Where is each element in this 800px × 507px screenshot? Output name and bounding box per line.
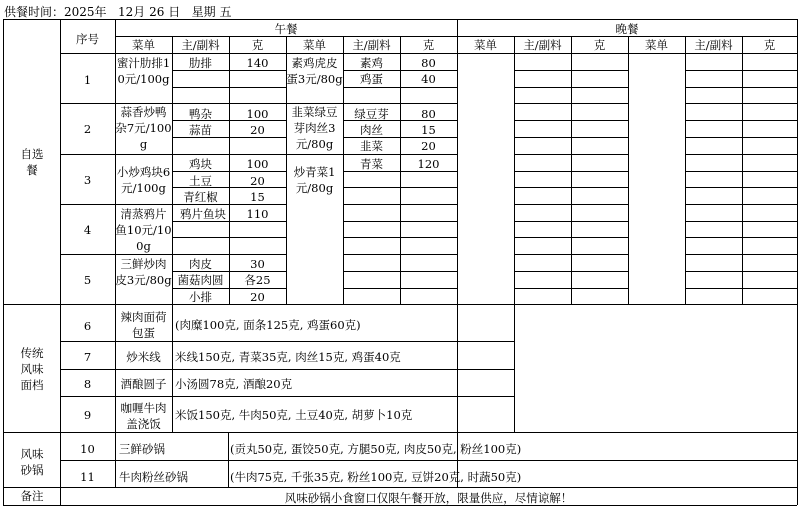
col-ing-2: 主/副料 (352, 38, 391, 52)
lunch2-1-ing-1: 素鸡 (360, 56, 383, 70)
grid-hline (343, 103, 457, 104)
row-2-gram-2: 20 (250, 123, 265, 137)
col-dish-2: 菜单 (303, 38, 326, 52)
row-8-dish: 酒酿圆子 (120, 377, 167, 391)
grid-hline (60, 396, 514, 397)
grid-vline (685, 36, 686, 304)
grid-hline (172, 87, 286, 88)
grid-vline (514, 304, 515, 432)
grid-vline (628, 36, 629, 304)
grid-hline (343, 254, 457, 255)
row-5-ing-1: 肉皮 (189, 257, 212, 271)
lunch2-1-ing-2: 鸡蛋 (360, 72, 383, 86)
row-2-ing-1: 鸭杂 (189, 107, 212, 121)
grid-hline (514, 103, 628, 104)
grid-hline (514, 204, 628, 205)
lunch2-2-dish: 韭菜绿豆芽肉丝3元/80g (291, 105, 338, 151)
grid-hline (343, 204, 457, 205)
row-9-no: 9 (83, 408, 92, 422)
grid-hline (514, 288, 628, 289)
grid-hline (685, 154, 797, 155)
grid-hline (514, 70, 628, 71)
grid-hline (172, 237, 286, 238)
grid-hline (343, 187, 457, 188)
grid-hline (514, 221, 628, 222)
lunch2-2-ing-3: 韭菜 (360, 139, 383, 153)
grid-hline (343, 271, 457, 272)
col-gram-2: 克 (422, 38, 435, 52)
lunch2-3-ing-1: 青菜 (360, 157, 383, 171)
row-2-ing-2: 蒜苗 (189, 123, 212, 137)
grid-vline (742, 36, 743, 304)
row-3-gram-2: 20 (250, 174, 265, 188)
grid-hline (60, 103, 286, 104)
row-1-dish: 蜜汁肋排10元/100g (116, 56, 171, 86)
row-9-desc: 米饭150克, 牛肉50克, 土豆40克, 胡萝卜10克 (175, 408, 413, 422)
row-3-gram-3: 15 (250, 190, 265, 204)
lunch2-3-gram-1: 120 (417, 157, 440, 171)
col-gram-1: 克 (251, 38, 264, 52)
row-5-no: 5 (83, 273, 92, 287)
grid-hline (286, 154, 343, 155)
row-10-desc: (贡丸50克, 蛋饺50克, 方腿50克, 肉皮50克, 粉丝100克) (230, 442, 522, 456)
grid-hline (514, 154, 628, 155)
row-3-ing-3: 青红椒 (183, 190, 218, 204)
grid-hline (685, 254, 797, 255)
grid-vline (60, 19, 61, 505)
row-2-gram-1: 100 (246, 107, 269, 121)
row-1-no: 1 (83, 73, 92, 87)
grid-hline (514, 171, 628, 172)
row-5-gram-2: 各25 (244, 273, 271, 287)
grid-hline (60, 460, 797, 461)
grid-hline (514, 271, 628, 272)
grid-hline (685, 221, 797, 222)
row-1-gram-1: 140 (246, 56, 269, 70)
grid-hline (60, 154, 286, 155)
date-weekday: 星期 五 (191, 5, 232, 19)
grid-vline (457, 19, 458, 487)
row-10-no: 10 (80, 442, 95, 456)
grid-hline (60, 254, 286, 255)
lunch2-2-gram-1: 80 (421, 107, 436, 121)
section-claypot: 风味砂锅 (20, 447, 44, 477)
grid-hline (685, 103, 797, 104)
row-11-no: 11 (80, 470, 95, 484)
col-lunch: 午餐 (274, 22, 298, 36)
row-7-desc: 米线150克, 青菜35克, 肉丝15克, 鸡蛋40克 (175, 350, 401, 364)
grid-hline (3, 19, 797, 20)
col-ing-1: 主/副料 (181, 38, 220, 52)
col-dish-3: 菜单 (474, 38, 497, 52)
row-6-dish: 辣肉面荷包蛋 (120, 310, 167, 340)
row-9-dish: 咖喱牛肉盖浇饭 (120, 401, 167, 431)
row-7-no: 7 (83, 350, 92, 364)
col-dish-1: 菜单 (132, 38, 155, 52)
grid-hline (343, 288, 457, 289)
col-gram-4: 克 (763, 38, 776, 52)
notes-text: 风味砂锅小食窗口仅限午餐开放，限量供应，尽情谅解！ (284, 491, 573, 505)
serving-date (4, 3, 232, 20)
grid-hline (514, 120, 628, 121)
lunch2-1-gram-2: 40 (421, 72, 436, 86)
grid-hline (60, 341, 514, 342)
grid-hline (60, 53, 797, 54)
lunch2-2-ing-2: 肉丝 (360, 123, 383, 137)
row-2-dish: 蒜香炒鸭杂7元/100g (115, 105, 172, 151)
row-5-ing-3: 小排 (189, 290, 212, 304)
grid-hline (685, 137, 797, 138)
date-year: 2025年 (64, 5, 107, 19)
date-month: 12月 (118, 5, 146, 19)
grid-hline (514, 137, 628, 138)
grid-hline (60, 369, 514, 370)
row-3-ing-1: 鸡块 (189, 157, 212, 171)
section-traditional: 传统风味面档 (20, 346, 44, 392)
row-3-gram-1: 100 (246, 157, 269, 171)
row-4-ing-1: 鸦片鱼块 (180, 207, 226, 221)
grid-hline (3, 487, 797, 488)
grid-hline (685, 187, 797, 188)
col-seq: 序号 (76, 32, 99, 46)
row-2-no: 2 (83, 122, 92, 136)
grid-hline (343, 221, 457, 222)
lunch2-1-dish: 素鸡虎皮蛋3元/80g (286, 56, 343, 86)
col-dish-4: 菜单 (645, 38, 668, 52)
section-notes: 备注 (20, 489, 44, 503)
row-7-dish: 炒米线 (126, 350, 161, 364)
grid-hline (685, 204, 797, 205)
date-day: 26 日 (149, 5, 181, 19)
row-5-gram-3: 20 (250, 290, 265, 304)
grid-hline (685, 120, 797, 121)
grid-hline (685, 87, 797, 88)
row-10-dish: 三鲜砂锅 (119, 442, 165, 456)
grid-vline (172, 304, 173, 432)
row-3-dish: 小炒鸡块6元/100g (116, 165, 171, 195)
row-5-dish: 三鲜炒肉皮3元/80g (115, 257, 172, 287)
col-dinner: 晚餐 (615, 22, 639, 36)
lunch2-2-ing-1: 绿豆芽 (354, 107, 389, 121)
grid-hline (343, 237, 457, 238)
row-1-ing-1: 肋排 (189, 56, 212, 70)
row-3-no: 3 (83, 173, 92, 187)
section-self-select: 自选餐 (20, 147, 44, 177)
grid-hline (343, 154, 457, 155)
date-label: 供餐时间： (4, 5, 65, 19)
lunch2-1-gram-1: 80 (421, 56, 436, 70)
grid-vline (797, 19, 798, 505)
grid-hline (514, 254, 628, 255)
col-ing-4: 主/副料 (694, 38, 733, 52)
row-3-ing-2: 土豆 (189, 174, 212, 188)
lunch2-2-gram-2: 15 (421, 123, 436, 137)
grid-hline (514, 187, 628, 188)
grid-hline (3, 304, 797, 305)
row-5-gram-1: 30 (250, 257, 265, 271)
grid-hline (685, 237, 797, 238)
grid-vline (571, 36, 572, 304)
lunch2-3-dish: 炒青菜1元/80g (293, 165, 336, 195)
grid-hline (3, 432, 797, 433)
row-8-no: 8 (83, 377, 92, 391)
grid-hline (343, 87, 457, 88)
grid-hline (685, 70, 797, 71)
row-6-desc: (肉糜100克, 面条125克, 鸡蛋60克) (175, 318, 361, 332)
row-5-ing-2: 菌菇肉圆 (177, 273, 224, 287)
row-4-no: 4 (83, 223, 92, 237)
row-11-dish: 牛肉粉丝砂锅 (119, 470, 188, 484)
row-4-gram-1: 110 (246, 207, 269, 221)
grid-hline (685, 271, 797, 272)
grid-hline (685, 171, 797, 172)
col-ing-3: 主/副料 (523, 38, 562, 52)
row-4-dish: 清蒸鸦片鱼10元/100g (115, 207, 172, 253)
grid-vline (514, 36, 515, 304)
grid-hline (514, 237, 628, 238)
row-6-no: 6 (83, 319, 92, 333)
grid-hline (685, 288, 797, 289)
row-11-desc: (牛肉75克, 千张35克, 粉丝100克, 豆饼20克, 时蔬50克) (230, 470, 522, 484)
lunch2-2-gram-3: 20 (421, 139, 436, 153)
row-8-desc: 小汤圆78克, 酒酿20克 (175, 377, 293, 391)
col-gram-3: 克 (593, 38, 606, 52)
grid-hline (514, 87, 628, 88)
